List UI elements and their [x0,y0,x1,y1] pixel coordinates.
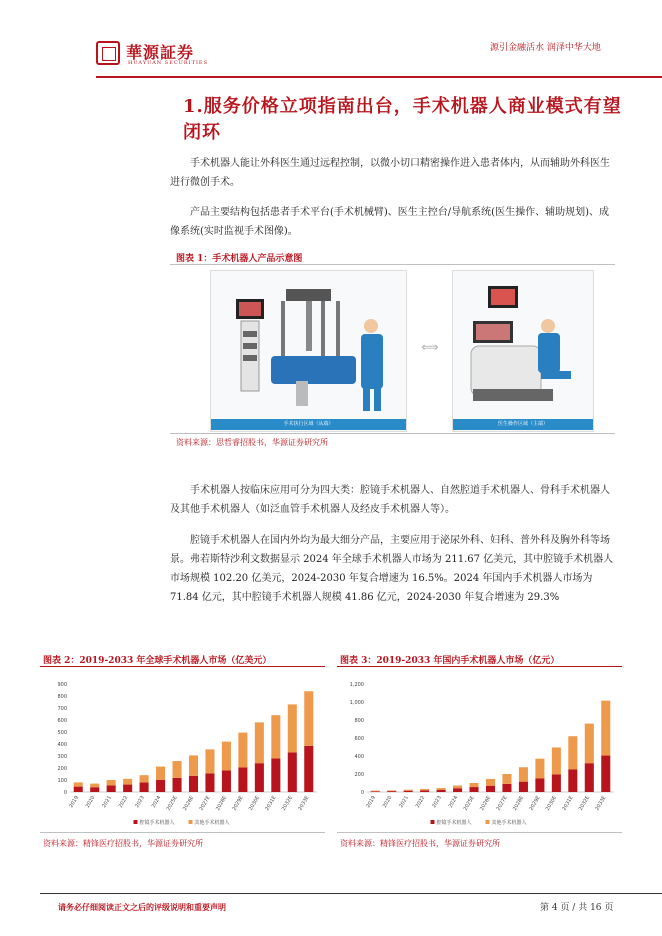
y-tick-label: 200 [57,766,67,772]
bar-segment [189,776,198,792]
bar-segment [222,770,231,792]
figure3-bottom-rule [337,832,622,833]
bar-segment [552,774,561,792]
footer-disclaimer: 请务必仔细阅读正文之后的评级说明和重要声明 [58,902,226,912]
x-tick-label: 2032E [577,795,592,812]
x-tick-label: 2021 [101,795,113,810]
bar-segment [140,775,149,782]
y-tick-label: 200 [354,772,364,778]
bar-segment [173,761,182,778]
legend-swatch [486,820,490,824]
bar-segment [437,788,446,790]
x-tick-label: 2022 [414,795,427,810]
page-number: 第 4 页 / 共 16 页 [540,903,614,913]
bar-segment [552,747,561,774]
bar-segment [123,785,132,792]
bar-segment [519,782,528,792]
bar-segment [387,790,396,791]
y-tick-label: 300 [57,754,67,760]
figure1-source: 资料来源：思哲睿招股书，华源证券研究所 [176,438,328,447]
y-tick-label: 800 [354,718,364,724]
y-tick-label: 500 [57,730,67,736]
x-tick-label: 2033E [594,795,608,812]
bar-segment [205,773,214,792]
logo-subtext: HUAYUAN SECURITIES [128,60,209,66]
bar-segment [304,691,313,746]
bar-segment [585,763,594,792]
bar-segment [255,763,264,792]
bar-segment [470,783,479,787]
figure1-image-left [210,270,407,432]
bar-segment [140,782,149,792]
bar-segment [173,778,182,792]
figure1-bottom-rule [170,433,615,434]
bar-segment [255,722,264,763]
logo-icon [96,41,120,65]
bar-segment [74,787,83,792]
legend-label: 其他手术机器人 [491,820,527,826]
x-tick-label: 2022 [117,795,130,810]
bar-segment [123,779,132,785]
double-arrow-icon: ⟺ [421,340,439,354]
x-tick-label: 2020 [381,795,394,810]
domestic-market-chart [337,672,622,830]
legend-swatch [189,820,193,824]
bar-segment [437,790,446,792]
bar-segment [90,784,99,788]
figure3-title: 图表 3：2019-2033 年国内手术机器人市场（亿元） [340,656,560,666]
bar-segment [304,746,313,792]
x-tick-label: 2021 [398,795,410,810]
figure1-image-right [452,270,594,432]
bar-segment [585,724,594,764]
bar-segment [568,736,577,769]
figure1-caption-left: 手术执行区域（从端） [211,419,406,430]
bar-segment [519,767,528,781]
x-tick-label: 2029E [528,795,542,812]
bar-segment [535,759,544,779]
surgeon-console-illustration [453,271,593,431]
paragraph-2: 产品主要结构包括患者手术平台(手术机械臂)、医生主控台/导航系统(医生操作、辅助规划)、成像系统(实时监视手术图像)。 [170,207,609,237]
x-tick-label: 2031E [561,795,575,812]
bar-segment [404,790,413,791]
bar-segment [189,755,198,775]
section-title: 1.服务价格立项指南出台，手术机器人商业模式有望闭环 [183,96,622,143]
x-tick-label: 2023 [134,795,146,810]
bar-segment [107,785,116,792]
bar-segment [205,749,214,773]
y-tick-label: 0 [360,790,364,796]
legend-swatch [134,820,138,824]
x-tick-label: 2027E [495,795,509,812]
bar-segment [288,704,297,752]
y-tick-label: 0 [63,790,67,796]
bar-segment [271,758,280,792]
y-tick-label: 400 [354,754,364,760]
figure1-caption-right: 医生操作区域（主端） [453,419,593,430]
x-tick-label: 2028E [215,795,229,812]
bar-segment [156,780,165,792]
bar-segment [453,788,462,792]
paragraph-3: 手术机器人按临床应用可分为四大类：腔镜手术机器人、自然腔道手术机器人、骨科手术机器人及其他手术机器人（如泛血管手术机器人及经皮手术机器人等）。 [170,485,610,515]
bar-segment [601,756,610,792]
x-tick-label: 2019 [365,795,377,810]
x-tick-label: 2025E [165,795,179,812]
y-tick-label: 600 [57,718,67,724]
y-tick-label: 600 [354,736,364,742]
bar-segment [74,782,83,786]
legend-label: 腔镜手术机器人 [139,820,175,826]
bar-segment [486,786,495,792]
bar-segment [486,779,495,786]
bar-segment [601,701,610,756]
x-tick-label: 2033E [297,795,311,812]
y-tick-label: 100 [57,778,67,784]
x-tick-label: 2030E [544,795,559,812]
x-tick-label: 2028E [512,795,526,812]
legend-label: 其他手术机器人 [194,820,230,826]
bar-segment [288,752,297,792]
paragraph-4: 腔镜手术机器人在国内外均为最大细分产品，主要应用于泌尿外科、妇科、普外科及胸外科等场景。弗若斯特沙利文数据显示 2024 年全球手术机器人市场为 211.67 亿美元，其中腔镜手术机器人市场规模 102.20 亿美元，2024-2030 年复合增速为 16.5%。2024 年国内手术机器人市场为 71.84 亿元，其中腔镜手术机器人规模 41.86 亿元，2024-2030 年复合增速为 29.3% [170,535,614,603]
x-tick-label: 2032E [280,795,295,812]
figure1-title: 图表 1：手术机器人产品示意图 [176,254,303,264]
bar-segment [387,791,396,792]
y-tick-label: 800 [57,694,67,700]
figure1-top-rule [170,264,615,265]
x-tick-label: 2031E [264,795,278,812]
bar-segment [222,742,231,771]
figure2-top-rule [40,666,325,667]
x-tick-label: 2019 [68,795,80,810]
x-tick-label: 2029E [231,795,245,812]
logo-text: 華源証券 [126,43,195,62]
bar-segment [470,787,479,792]
x-tick-label: 2024 [447,795,460,810]
x-tick-label: 2024 [150,795,163,810]
bar-segment [90,787,99,792]
figure2-title: 图表 2：2019-2033 年全球手术机器人市场（亿美元） [43,656,272,666]
x-tick-label: 2026E [182,795,196,812]
paragraph-1: 手术机器人能让外科医生通过远程控制，以微小切口精密操作进入患者体内，从而辅助外科医生进行微创手术。 [170,158,610,188]
footer-divider [40,893,662,894]
x-tick-label: 2026E [479,795,493,812]
bar-segment [568,770,577,793]
bar-segment [502,784,511,792]
x-tick-label: 2020 [84,795,97,810]
surgical-robot-illustration [211,271,406,431]
x-tick-label: 2030E [247,795,262,812]
x-tick-label: 2027E [198,795,212,812]
figure3-top-rule [337,666,622,667]
legend-swatch [431,820,435,824]
global-market-chart [40,672,325,830]
y-tick-label: 400 [57,742,67,748]
bar-segment [238,767,247,792]
bar-segment [271,715,280,758]
x-tick-label: 2025E [462,795,476,812]
y-tick-label: 700 [57,706,67,712]
header-slogan: 源引金融活水 润泽中华大地 [490,43,601,53]
figure3-source: 资料来源：精锋医疗招股书，华源证券研究所 [340,839,500,848]
bar-segment [371,791,380,792]
bar-segment [238,733,247,768]
header-divider [96,76,662,78]
legend-label: 腔镜手术机器人 [436,820,472,826]
y-tick-label: 1,200 [349,682,364,688]
bar-segment [107,780,116,785]
bar-segment [535,779,544,793]
bar-segment [453,786,462,789]
bar-segment [371,791,380,792]
bar-segment [420,790,429,792]
y-tick-label: 900 [57,682,67,688]
y-tick-label: 1,000 [349,700,364,706]
x-tick-label: 2023 [431,795,443,810]
figure2-source: 资料来源：精锋医疗招股书，华源证券研究所 [43,839,203,848]
bar-segment [420,789,429,790]
bar-segment [156,767,165,780]
bar-segment [502,774,511,784]
bar-segment [404,791,413,792]
figure2-bottom-rule [40,832,325,833]
